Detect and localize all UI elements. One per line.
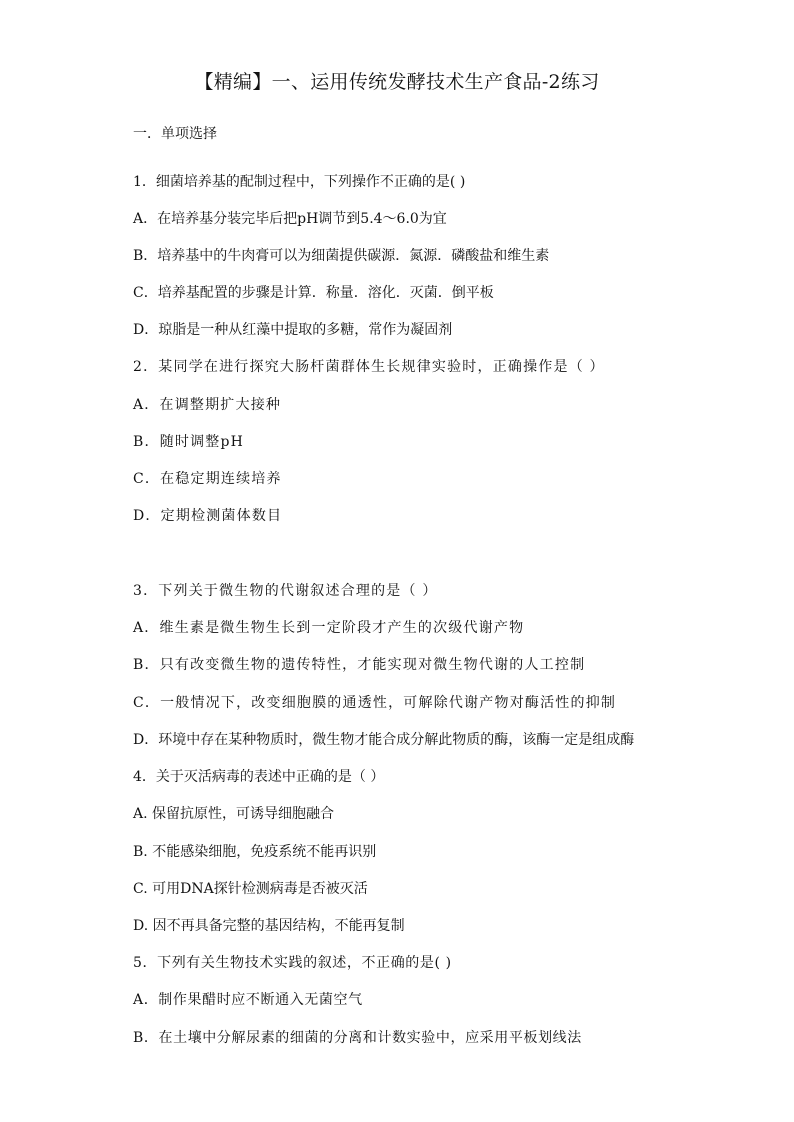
question-1-option-b: B．培养基中的牛肉膏可以为细菌提供碳源．氮源．磷酸盐和维生素 [133,248,550,264]
question-2-option-d: D．定期检测菌体数目 [133,508,283,524]
question-2-option-b: B．随时调整pH [133,434,245,450]
question-3-option-d: D．环境中存在某种物质时，微生物才能合成分解此物质的酶，该酶一定是组成酶 [133,732,635,748]
section-heading: 一．单项选择 [133,126,217,142]
question-4-stem: 4．关于灭活病毒的表述中正确的是（ ） [133,769,385,785]
question-4-option-a: A. 保留抗原性，可诱导细胞融合 [133,806,335,822]
question-2-option-c: C．在稳定期连续培养 [133,471,282,487]
question-4-option-d: D. 因不再具备完整的基因结构，不能再复制 [133,918,405,934]
question-3-option-b: B．只有改变微生物的遗传特性，才能实现对微生物代谢的人工控制 [133,657,586,673]
question-1-option-a: A．在培养基分装完毕后把pH调节到5.4～6.0为宜 [133,211,447,227]
question-3-option-c: C．一般情况下，改变细胞膜的通透性，可解除代谢产物对酶活性的抑制 [133,695,617,711]
question-1-option-c: C．培养基配置的步骤是计算．称量．溶化．灭菌．倒平板 [133,285,494,301]
question-4-option-b: B. 不能感染细胞，免疫系统不能再识别 [133,844,377,860]
question-3-stem: 3．下列关于微生物的代谢叙述合理的是（ ） [133,583,438,599]
question-2-stem: 2．某同学在进行探究大肠杆菌群体生长规律实验时，正确操作是（ ） [133,359,605,375]
question-3-option-a: A．维生素是微生物生长到一定阶段才产生的次级代谢产物 [133,620,525,636]
question-4-option-c: C. 可用DNA探针检测病毒是否被灭活 [133,881,368,897]
question-5-option-a: A．制作果醋时应不断通入无菌空气 [133,992,363,1008]
question-5-stem: 5．下列有关生物技术实践的叙述，不正确的是( ) [133,955,452,971]
question-1-stem: 1．细菌培养基的配制过程中，下列操作不正确的是( ) [133,174,466,190]
document-title: 【精编】一、运用传统发酵技术生产食品-2练习 [194,71,600,93]
question-5-option-b: B．在土壤中分解尿素的细菌的分离和计数实验中，应采用平板划线法 [133,1030,582,1046]
question-1-option-d: D．琼脂是一种从红藻中提取的多糖，常作为凝固剂 [133,322,453,338]
question-2-option-a: A．在调整期扩大接种 [133,397,282,413]
